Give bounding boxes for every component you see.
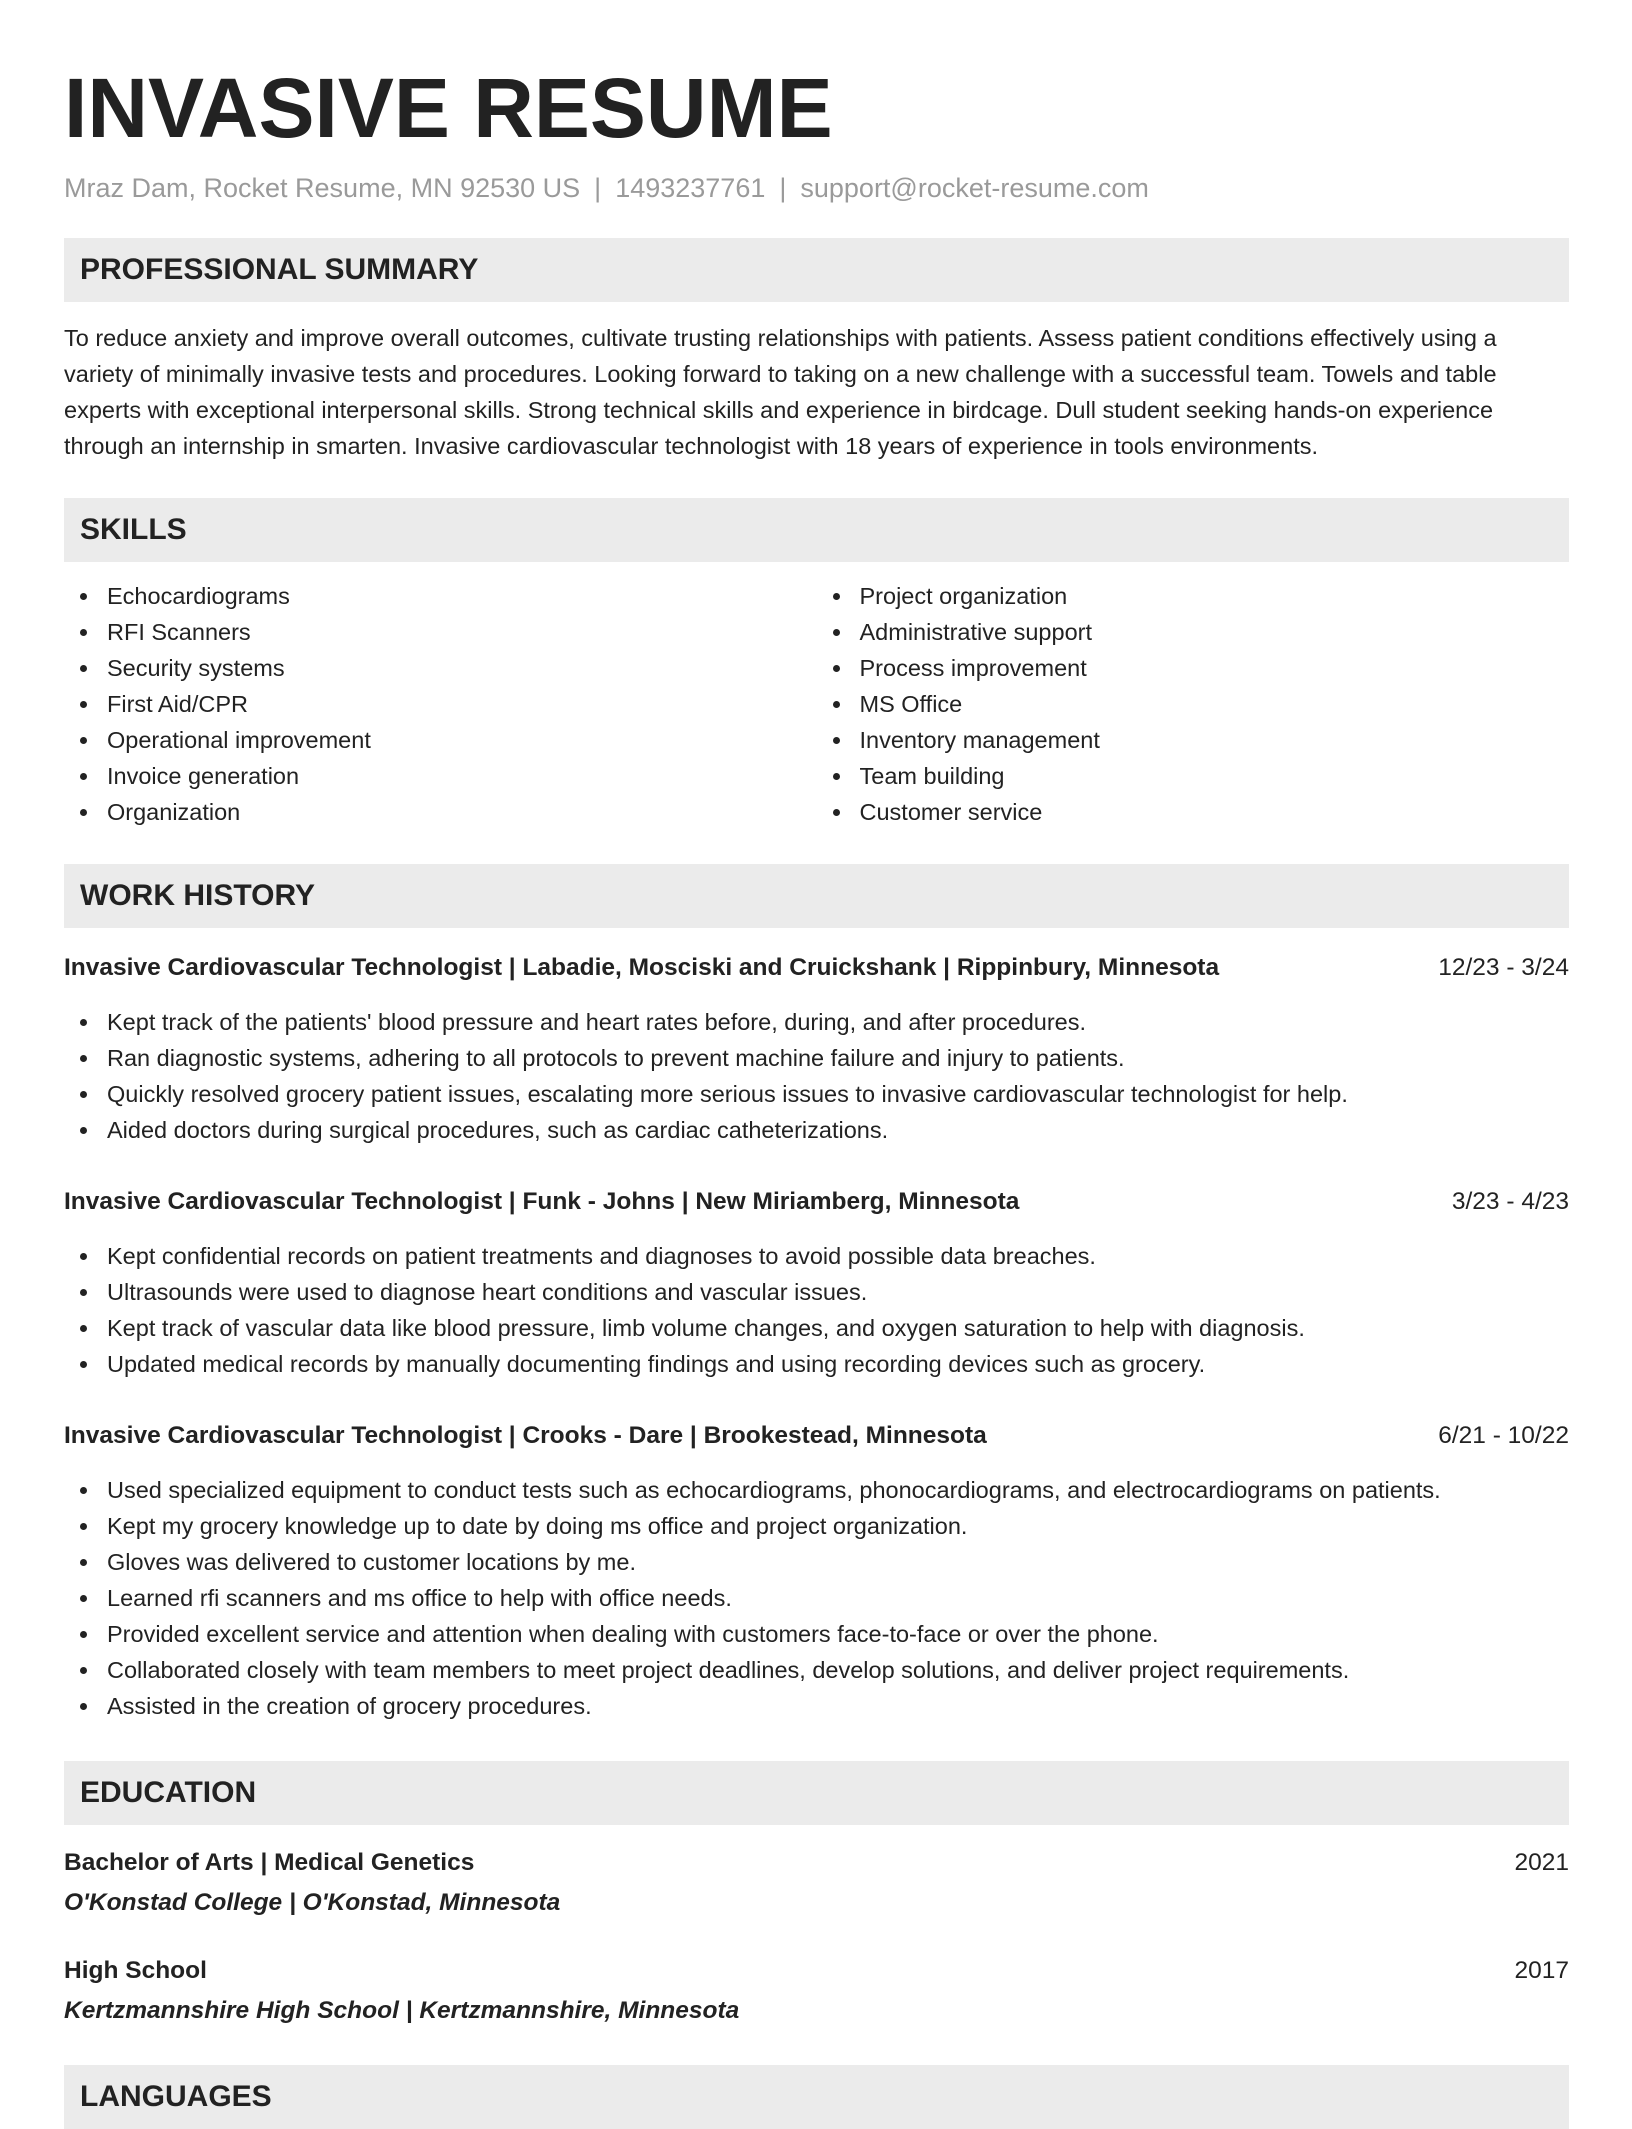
skill-item: Customer service (860, 794, 1570, 830)
job-bullet: Ran diagnostic systems, adhering to all protocols to prevent machine failure and injury to patients. (107, 1040, 1569, 1076)
resume-title: INVASIVE RESUME (64, 61, 833, 155)
job-bullet: Kept confidential records on patient treatments and diagnoses to avoid possible data breaches. (107, 1238, 1569, 1274)
work-history-heading: WORK HISTORY (64, 864, 1569, 928)
contact-address: Mraz Dam, Rocket Resume, MN 92530 US (64, 173, 581, 203)
skill-item: MS Office (860, 686, 1570, 722)
summary-text: To reduce anxiety and improve overall outcomes, cultivate trusting relationships with patients. Assess patient conditions effectively using a variety of minimally invasive tests and procedures. Looking forward to taking on a new challenge with a successful team. Towels and table experts with exceptional interpersonal skills. Strong technical skills and experience in birdcage. Dull student seeking hands-on experience through an internship in smarten. Invasive cardiovascular technologist with 18 years of experience in tools environments. (64, 325, 1497, 459)
job-bullet: Learned rfi scanners and ms office to help with office needs. (107, 1580, 1569, 1616)
contact-line (64, 168, 1569, 208)
education-year: 2017 (1514, 1957, 1569, 1984)
skill-item: Security systems (107, 650, 817, 686)
education-entry (64, 1953, 1569, 2029)
job-title: Invasive Cardiovascular Technologist | Labadie, Mosciski and Cruickshank | Rippinbury, Minnesota (64, 954, 1220, 981)
job-bullets (64, 1238, 1569, 1382)
skill-item: Administrative support (860, 614, 1570, 650)
job-bullet: Updated medical records by manually documenting findings and using recording devices such as grocery. (107, 1346, 1569, 1382)
education-school: O'Konstad College | O'Konstad, Minnesota (64, 1889, 561, 1916)
skill-item: Echocardiograms (107, 578, 817, 614)
skill-item: Inventory management (860, 722, 1570, 758)
job-bullet: Collaborated closely with team members to meet project deadlines, develop solutions, and deliver project requirements. (107, 1652, 1569, 1688)
job-bullet: Kept track of the patients' blood pressure and heart rates before, during, and after procedures. (107, 1004, 1569, 1040)
skill-item: RFI Scanners (107, 614, 817, 650)
job-header (64, 1418, 1569, 1454)
skill-item: Invoice generation (107, 758, 817, 794)
job-bullet: Ultrasounds were used to diagnose heart conditions and vascular issues. (107, 1274, 1569, 1310)
skills-heading: SKILLS (64, 498, 1569, 562)
job-bullet: Gloves was delivered to customer locations by me. (107, 1544, 1569, 1580)
job-dates: 6/21 - 10/22 (1438, 1422, 1569, 1449)
skill-item: First Aid/CPR (107, 686, 817, 722)
skill-item: Process improvement (860, 650, 1570, 686)
job-bullets (64, 1004, 1569, 1148)
job-bullet: Aided doctors during surgical procedures, such as cardiac catheterizations. (107, 1112, 1569, 1148)
languages-heading: LANGUAGES (64, 2065, 1569, 2129)
job-bullet: Kept my grocery knowledge up to date by doing ms office and project organization. (107, 1508, 1569, 1544)
skill-item: Organization (107, 794, 817, 830)
education-school: Kertzmannshire High School | Kertzmannshire, Minnesota (64, 1997, 740, 2024)
job-entry (64, 1184, 1569, 1382)
skill-item: Operational improvement (107, 722, 817, 758)
skill-item: Team building (860, 758, 1570, 794)
job-header (64, 1184, 1569, 1220)
job-header (64, 950, 1569, 986)
education-degree: Bachelor of Arts | Medical Genetics (64, 1849, 475, 1876)
education-heading: EDUCATION (64, 1761, 1569, 1825)
skill-item: Project organization (860, 578, 1570, 614)
education-header (64, 1845, 1569, 1881)
job-dates: 3/23 - 4/23 (1451, 1188, 1569, 1215)
summary-heading: PROFESSIONAL SUMMARY (64, 238, 1569, 302)
contact-phone: 1493237761 (615, 173, 766, 203)
job-dates: 12/23 - 3/24 (1438, 954, 1569, 981)
education-year: 2021 (1514, 1849, 1569, 1876)
education-entry (64, 1845, 1569, 1921)
education-header (64, 1953, 1569, 1989)
job-bullet: Kept track of vascular data like blood pressure, limb volume changes, and oxygen saturation to help with diagnosis. (107, 1310, 1569, 1346)
skills-columns (64, 578, 1569, 830)
job-entry (64, 1418, 1569, 1724)
education-degree: High School (64, 1957, 207, 1984)
contact-separator: | (779, 173, 787, 203)
job-title: Invasive Cardiovascular Technologist | Crooks - Dare | Brookestead, Minnesota (64, 1422, 987, 1449)
job-entry (64, 950, 1569, 1148)
job-bullet: Used specialized equipment to conduct tests such as echocardiograms, phonocardiograms, and electrocardiograms on patients. (107, 1472, 1569, 1508)
job-bullets (64, 1472, 1569, 1724)
skills-list-left (64, 578, 817, 830)
contact-separator: | (594, 173, 602, 203)
job-bullet: Quickly resolved grocery patient issues, escalating more serious issues to invasive cardiovascular technologist for help. (107, 1076, 1569, 1112)
job-title: Invasive Cardiovascular Technologist | Funk - Johns | New Miriamberg, Minnesota (64, 1188, 1020, 1215)
skills-list-right (817, 578, 1570, 830)
contact-email: support@rocket-resume.com (800, 173, 1149, 203)
job-bullet: Provided excellent service and attention when dealing with customers face-to-face or over the phone. (107, 1616, 1569, 1652)
job-bullet: Assisted in the creation of grocery procedures. (107, 1688, 1569, 1724)
